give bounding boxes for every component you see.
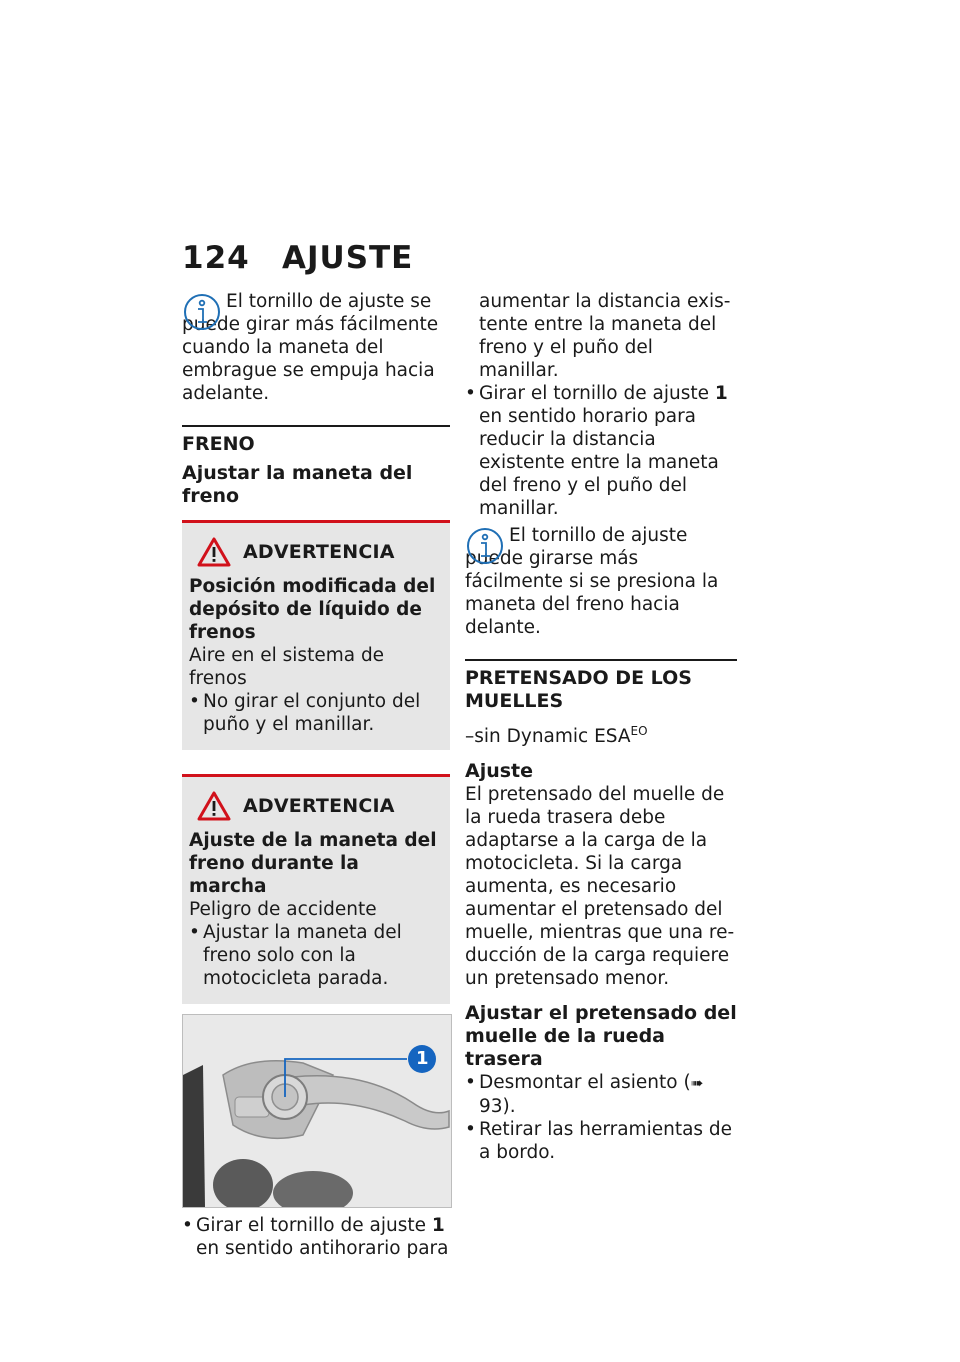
callout-number: 1 — [416, 1048, 429, 1069]
warning-cause: Aire en el sistema de frenos — [189, 645, 385, 689]
bullet-dot-icon: • — [465, 1072, 476, 1093]
info-note — [182, 290, 450, 405]
bullet-dot-icon: • — [189, 691, 200, 712]
subsection-ajuste: Ajuste — [465, 760, 534, 782]
bullet-dot-icon: • — [189, 922, 200, 943]
warning-cause: Peligro de accidente — [189, 899, 377, 920]
warning-box-1 — [182, 520, 450, 750]
ajuste-text: El pretensado del muelle de la rueda trasera debe adaptarse a la carga de la motocicleta. Si la carga aumenta, es necesario aumentar el pretensado del muelle, mientras que una reducción de la carga requiere un pretensado menor. — [465, 784, 735, 989]
subsection-title: Ajustar la maneta del freno — [182, 462, 413, 507]
info-icon — [182, 292, 222, 332]
brake-lever-figure — [182, 1014, 452, 1208]
warning-bullet — [189, 921, 442, 990]
section-divider — [465, 659, 737, 661]
step-1-end-text: aumentar la distancia existente entre la maneta del freno y el puño del manillar. — [479, 291, 731, 381]
warning-box-2 — [182, 774, 450, 1004]
bullet-dot-icon: • — [465, 1119, 476, 1140]
warning-label: ADVERTENCIA — [243, 795, 395, 817]
info-note-text: El tornillo de ajuste puede girarse más fácilmente si se presiona la maneta del freno hacia delante. — [465, 525, 719, 638]
subsection-ajustar-pretensado: Ajustar el pretensado del muelle de la rueda trasera — [465, 1002, 737, 1070]
right-column — [465, 290, 737, 1164]
bullet-retirar-text: Retirar las herramientas de a bordo. — [479, 1119, 733, 1163]
variant-note: –sin Dynamic $ESA^{EO}$ — [465, 723, 648, 747]
warning-header — [189, 791, 442, 821]
page-number: 124 — [182, 240, 250, 276]
bullet-desmontar — [465, 1071, 737, 1118]
info-icon — [465, 526, 505, 566]
warning-header — [189, 537, 442, 567]
warning-label: ADVERTENCIA — [243, 541, 395, 563]
left-column — [182, 290, 450, 1260]
warning-heading: Posición modificada del depósito de líquido de frenos — [189, 576, 436, 643]
warning-triangle-icon — [197, 537, 231, 567]
section-title-pretensado: PRETENSADO DE LOS MUELLES — [465, 667, 692, 712]
info-note-text: El tornillo de ajuste se puede girar más fácilmente cuando la maneta del embrague se empuja hacia adelante. — [182, 291, 439, 404]
section-title-freno: FRENO — [182, 433, 255, 455]
bullet-dot-icon: • — [465, 383, 476, 404]
warning-heading: Ajuste de la maneta del freno durante la marcha — [189, 830, 437, 897]
info-note — [465, 524, 737, 639]
bullet-dot-icon: • — [182, 1215, 193, 1236]
page-reference-arrow-icon: ➠ — [690, 1074, 704, 1092]
step-1-text: Girar el tornillo de ajuste 1 en sentido antihorario para — [196, 1215, 449, 1259]
warning-bullet-text: Ajustar la maneta del freno solo con la motocicleta parada. — [203, 922, 402, 989]
bullet-desmontar-text: Desmontar el asiento (➠ 93). — [479, 1072, 704, 1117]
warning-bullet-text: No girar el conjunto del puño y el manillar. — [203, 691, 421, 735]
brake-lever-illustration — [183, 1015, 451, 1207]
step-2-text: Girar el tornillo de ajuste 1 en sentido horario para reducir la distancia existente entre la maneta del freno y el puño del manillar. — [479, 383, 728, 519]
warning-bullet — [189, 690, 442, 736]
warning-triangle-icon — [197, 791, 231, 821]
section-divider — [182, 425, 450, 427]
step-1 — [182, 1214, 450, 1260]
page-title: AJUSTE — [282, 240, 414, 276]
step-2 — [465, 382, 737, 520]
bullet-retirar — [465, 1118, 737, 1164]
